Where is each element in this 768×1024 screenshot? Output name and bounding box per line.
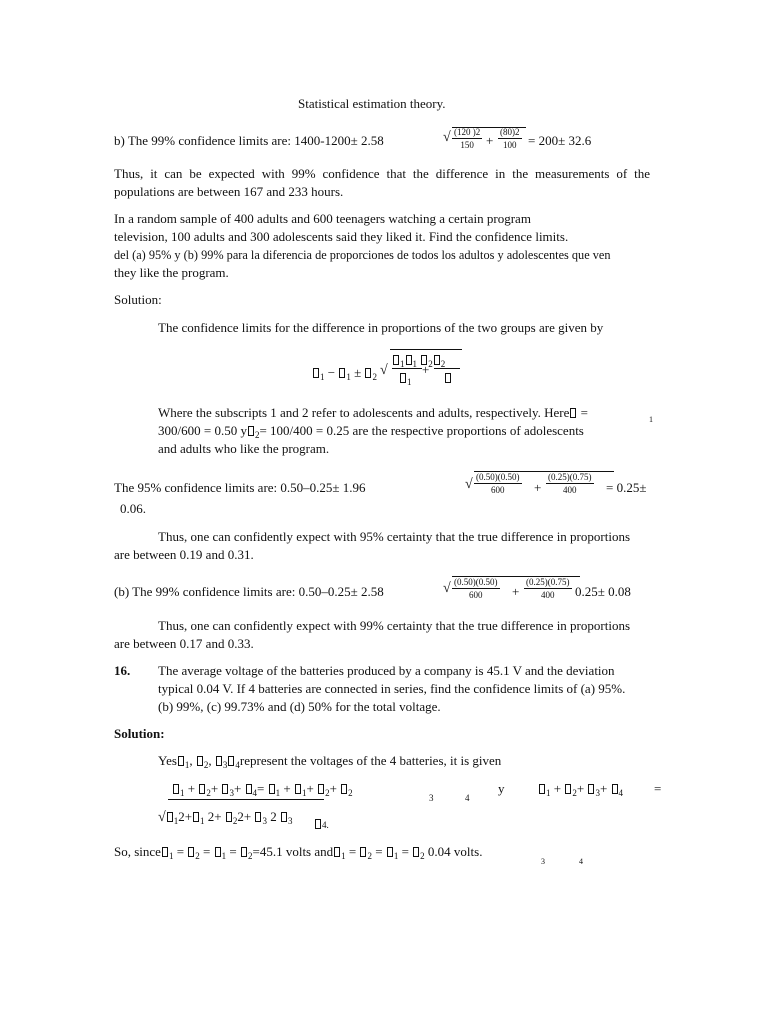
question-line-1: The average voltage of the batteries produced by a company is 45.1 V and the deviation: [158, 663, 615, 678]
formula-variance: √ $_1$2+ $_1$ 2+ $_2$2+ $_3$ 2 $_3$: [158, 809, 293, 826]
formula-difference: $_1$ − $_1$ ± $_2$: [312, 364, 377, 383]
question-number: 16.: [114, 663, 131, 678]
sqrt-symbol-3: √: [465, 477, 473, 492]
problem-line-3: del (a) 95% y (b) 99% para la diferencia de proporciones de todos los adultos y adolescentes que ven: [114, 248, 611, 262]
b-result: = 200± 32.6: [528, 133, 592, 148]
where-line-2: 300/600 = 0.50 y $_2$= 100/400 = 0.25 are the respective proportions of adolescents: [158, 423, 584, 440]
paragraph-thus-99: Thus, one can confidently expect with 99% certainty that the true difference in proportions are between 0.17 and 0.33.: [114, 618, 630, 651]
side-subscript-1: 1: [649, 415, 653, 424]
where-line-3: and adults who like the program.: [158, 441, 330, 456]
missing-glyph-icon: [313, 368, 319, 378]
formula-sum-right: $_1$ + $_2$+ $_3$+ $_4$: [538, 780, 623, 799]
fraction-025-075: $\frac{(0.25)(0.75)}{400}$: [548, 472, 592, 495]
problem-line-4: they like the program.: [114, 265, 229, 280]
sqrt-vinculum-5: [168, 799, 324, 800]
fraction-120: $\frac{(120 )2}{150}$: [454, 127, 481, 150]
solution-label: Solution:: [114, 292, 162, 307]
fraction-050-050-b: $\frac{(0.50)(0.50)}{600}$: [454, 577, 498, 600]
formula2-y: y: [498, 781, 505, 796]
c99-text: (b) The 99% confidence limits are: 0.50–0.25± 2.58: [114, 584, 384, 599]
c95-text: The 95% confidence limits are: 0.50–0.25± 1.96: [114, 480, 366, 495]
problem-line-2: television, 100 adults and 300 adolescents said they liked it. Find the confidence limits.: [114, 229, 569, 244]
fraction-80: $\frac{(80)2}{100}$: [500, 127, 520, 150]
formula1-denominator-1: 1: [399, 369, 412, 388]
sqrt-symbol: √: [443, 130, 451, 145]
b-confidence-text: b) The 99% confidence limits are: 1400-1200± 2.58: [114, 133, 384, 148]
c95-result-cont: 0.06.: [120, 501, 146, 516]
formula1-denominator-2: [444, 369, 452, 387]
formula1-numerators: $_1$ $_1$ $_2$ $_2$: [392, 351, 445, 370]
fraction-025-075-b: $\frac{(0.25)(0.75)}{400}$: [526, 577, 570, 600]
where-line-1: Where the subscripts 1 and 2 refer to adolescents and adults, respectively. Here =: [158, 405, 588, 420]
question-line-2: typical 0.04 V. If 4 batteries are connected in series, find the confidence limits of (a) 95%.: [158, 681, 626, 696]
paragraph-thus-95: Thus, one can confidently expect with 95% certainty that the true difference in proportions are between 0.19 and 0.31.: [114, 529, 630, 562]
problem-line-1: In a random sample of 400 adults and 600 teenagers watching a certain program: [114, 211, 531, 226]
so-since-line: So, since $_1$ = $_2$ = $_1$ = $_2$=45.1 volts and $_1$ = $_2$ = $_1$ = $_2$ 0.04 volts.: [114, 844, 483, 861]
c99-result: 0.25± 0.08: [575, 584, 631, 599]
sqrt-vinculum-2: [390, 349, 462, 350]
solution-label-2: Solution:: [114, 726, 165, 741]
so-sub-4: 4: [579, 857, 583, 866]
formula-sum-of-voltages: $_1$ + $_2$+ $_3$+ $_4$= $_1$ + $_1$+ $_2$+ $_2$: [172, 780, 353, 799]
confidence-intro: The confidence limits for the difference in proportions of the two groups are given by: [158, 320, 604, 335]
formula2-sub-3: 3: [429, 793, 434, 803]
so-sub-3: 3: [541, 857, 545, 866]
sqrt-symbol-4: √: [443, 581, 451, 596]
formula-variance-tail: 4.: [314, 816, 329, 834]
yes-line: Yes $_1$, $_2$, $_3$ $_4$represent the voltages of the 4 batteries, it is given: [158, 753, 502, 770]
page-title: Statistical estimation theory.: [298, 96, 446, 111]
missing-glyph-icon: [365, 368, 371, 378]
fraction-050-050: $\frac{(0.50)(0.50)}{600}$: [476, 472, 520, 495]
formula1-plus: +: [422, 362, 430, 377]
sqrt-symbol-2: √: [380, 363, 388, 378]
formula2-sub-4: 4: [465, 793, 470, 803]
missing-glyph-icon: [339, 368, 345, 378]
plus-sign: +: [486, 133, 494, 148]
question-line-3: (b) 99%, (c) 99.73% and (d) 50% for the total voltage.: [158, 699, 441, 714]
formula2-equals: =: [654, 781, 662, 796]
c95-result: = 0.25±: [606, 480, 647, 495]
c99-plus: +: [512, 584, 520, 599]
c95-plus: +: [534, 480, 542, 495]
paragraph-thus-hours: Thus, it can be expected with 99% confidence that the difference in the measurements of the populations are between 167 and 233 hours.: [114, 166, 650, 199]
